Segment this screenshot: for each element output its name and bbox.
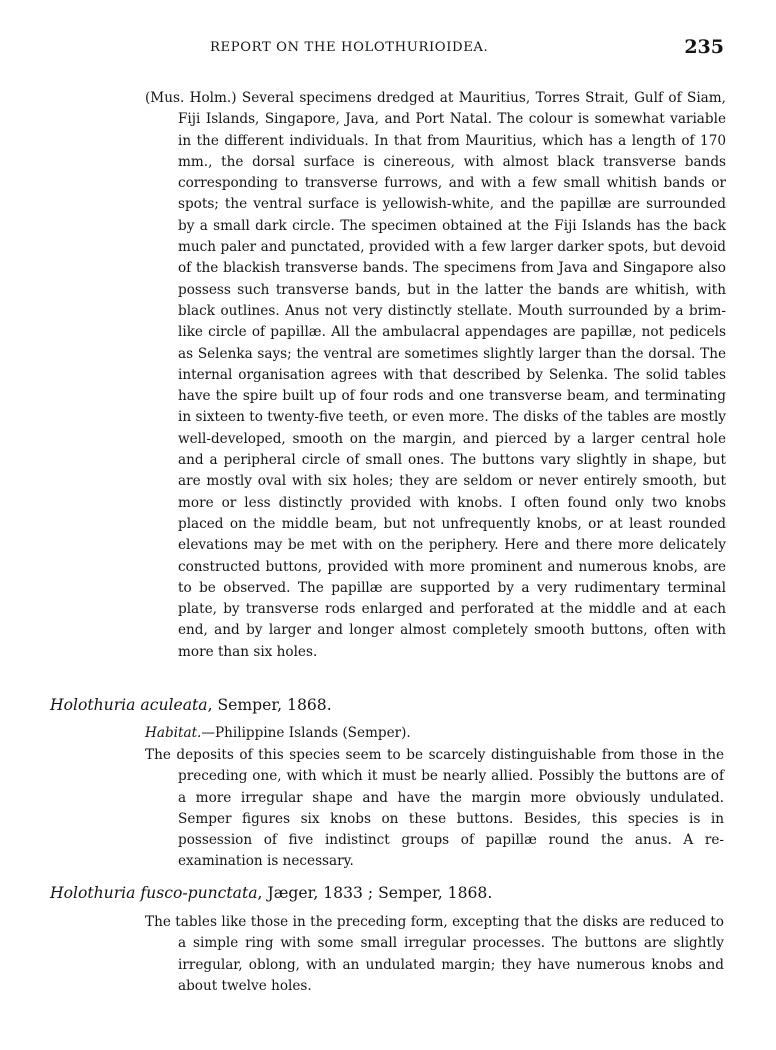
running-title: REPORT ON THE HOLOTHURIOIDEA. xyxy=(210,40,489,55)
species-heading-fusco-punctata xyxy=(50,884,492,902)
intro-paragraph: (Mus. Holm.) Several specimens dredged at Mauritius, Torres Strait, Gulf of Siam, Fiji Islands, Singapore, Java, and Port Natal. The colour is somewhat variable in the different individuals. In that from Mauritius, which has a length of 170 mm., the dorsal surface is cinereous, with almost black transverse bands corresponding to transverse furrows, and with a few small whitish bands or spots; the ventral surface is yellowish-white, and the papillæ are surrounded by a small dark circle. The specimen obtained at the Fiji Islands has the back much paler and punctated, provided with a few larger darker spots, but devoid of the blackish transverse bands. The specimens from Java and Singapore also possess such transverse bands, but in the latter the bands are whitish, with black outlines. Anus not very distinctly stellate. Mouth surrounded by a brim-like circle of papillæ. All the ambulacral appendages are papillæ, not pedicels as Selenka says; the ventral are sometimes slightly larger than the dorsal. The internal organisation agrees with that described by Selenka. The solid tables have the spire built up of four rods and one transverse beam, and terminating in sixteen to twenty-five teeth, or even more. The disks of the tables are mostly well-developed, smooth on the margin, and pierced by a larger central hole and a peripheral circle of small ones. The buttons vary slightly in shape, but are mostly oval with six holes; they are seldom or never entirely smooth, but more or less distinctly provided with knobs. I often found only two knobs placed on the middle beam, but not unfrequently knobs, or at least rounded elevations may be met with on the periphery. Here and there more delicately constructed buttons, provided with more prominent and numerous knobs, are to be observed. The papillæ are supported by a very rudimentary terminal plate, by transverse rods enlarged and perforated at the middle and at each end, and by larger and longer almost completely smooth buttons, often with more than six holes. xyxy=(145,90,726,660)
habitat-label: Habitat. xyxy=(145,725,202,741)
species-authority: , Jæger, 1833 ; Semper, 1868. xyxy=(257,884,493,902)
species-description-aculeata: The deposits of this species seem to be scarcely distinguishable from those in the preceding one, with which it must be nearly allied. Possibly the buttons are of a more irregular shape and have the margin more obviously undulated. Semper figures six knobs on these buttons. Besides, this species is in possession of five indistinct groups of papillæ round the anus. A re-examination is necessary. xyxy=(145,747,724,870)
species-authority: , Semper, 1868. xyxy=(207,696,332,714)
species-name: Holothuria fusco-punctata xyxy=(50,884,258,902)
species-heading-aculeata xyxy=(50,696,332,714)
habitat-line xyxy=(145,725,411,741)
habitat-text: —Philippine Islands (Semper). xyxy=(201,725,411,741)
species-name: Holothuria aculeata xyxy=(50,696,208,714)
species-description-fusco-punctata: The tables like those in the preceding form, excepting that the disks are reduced to a simple ring with some small irregular processes. The buttons are slightly irregular, oblong, with an undulated margin; they have numerous knobs and about twelve holes. xyxy=(145,914,724,994)
page-number: 235 xyxy=(684,36,724,58)
